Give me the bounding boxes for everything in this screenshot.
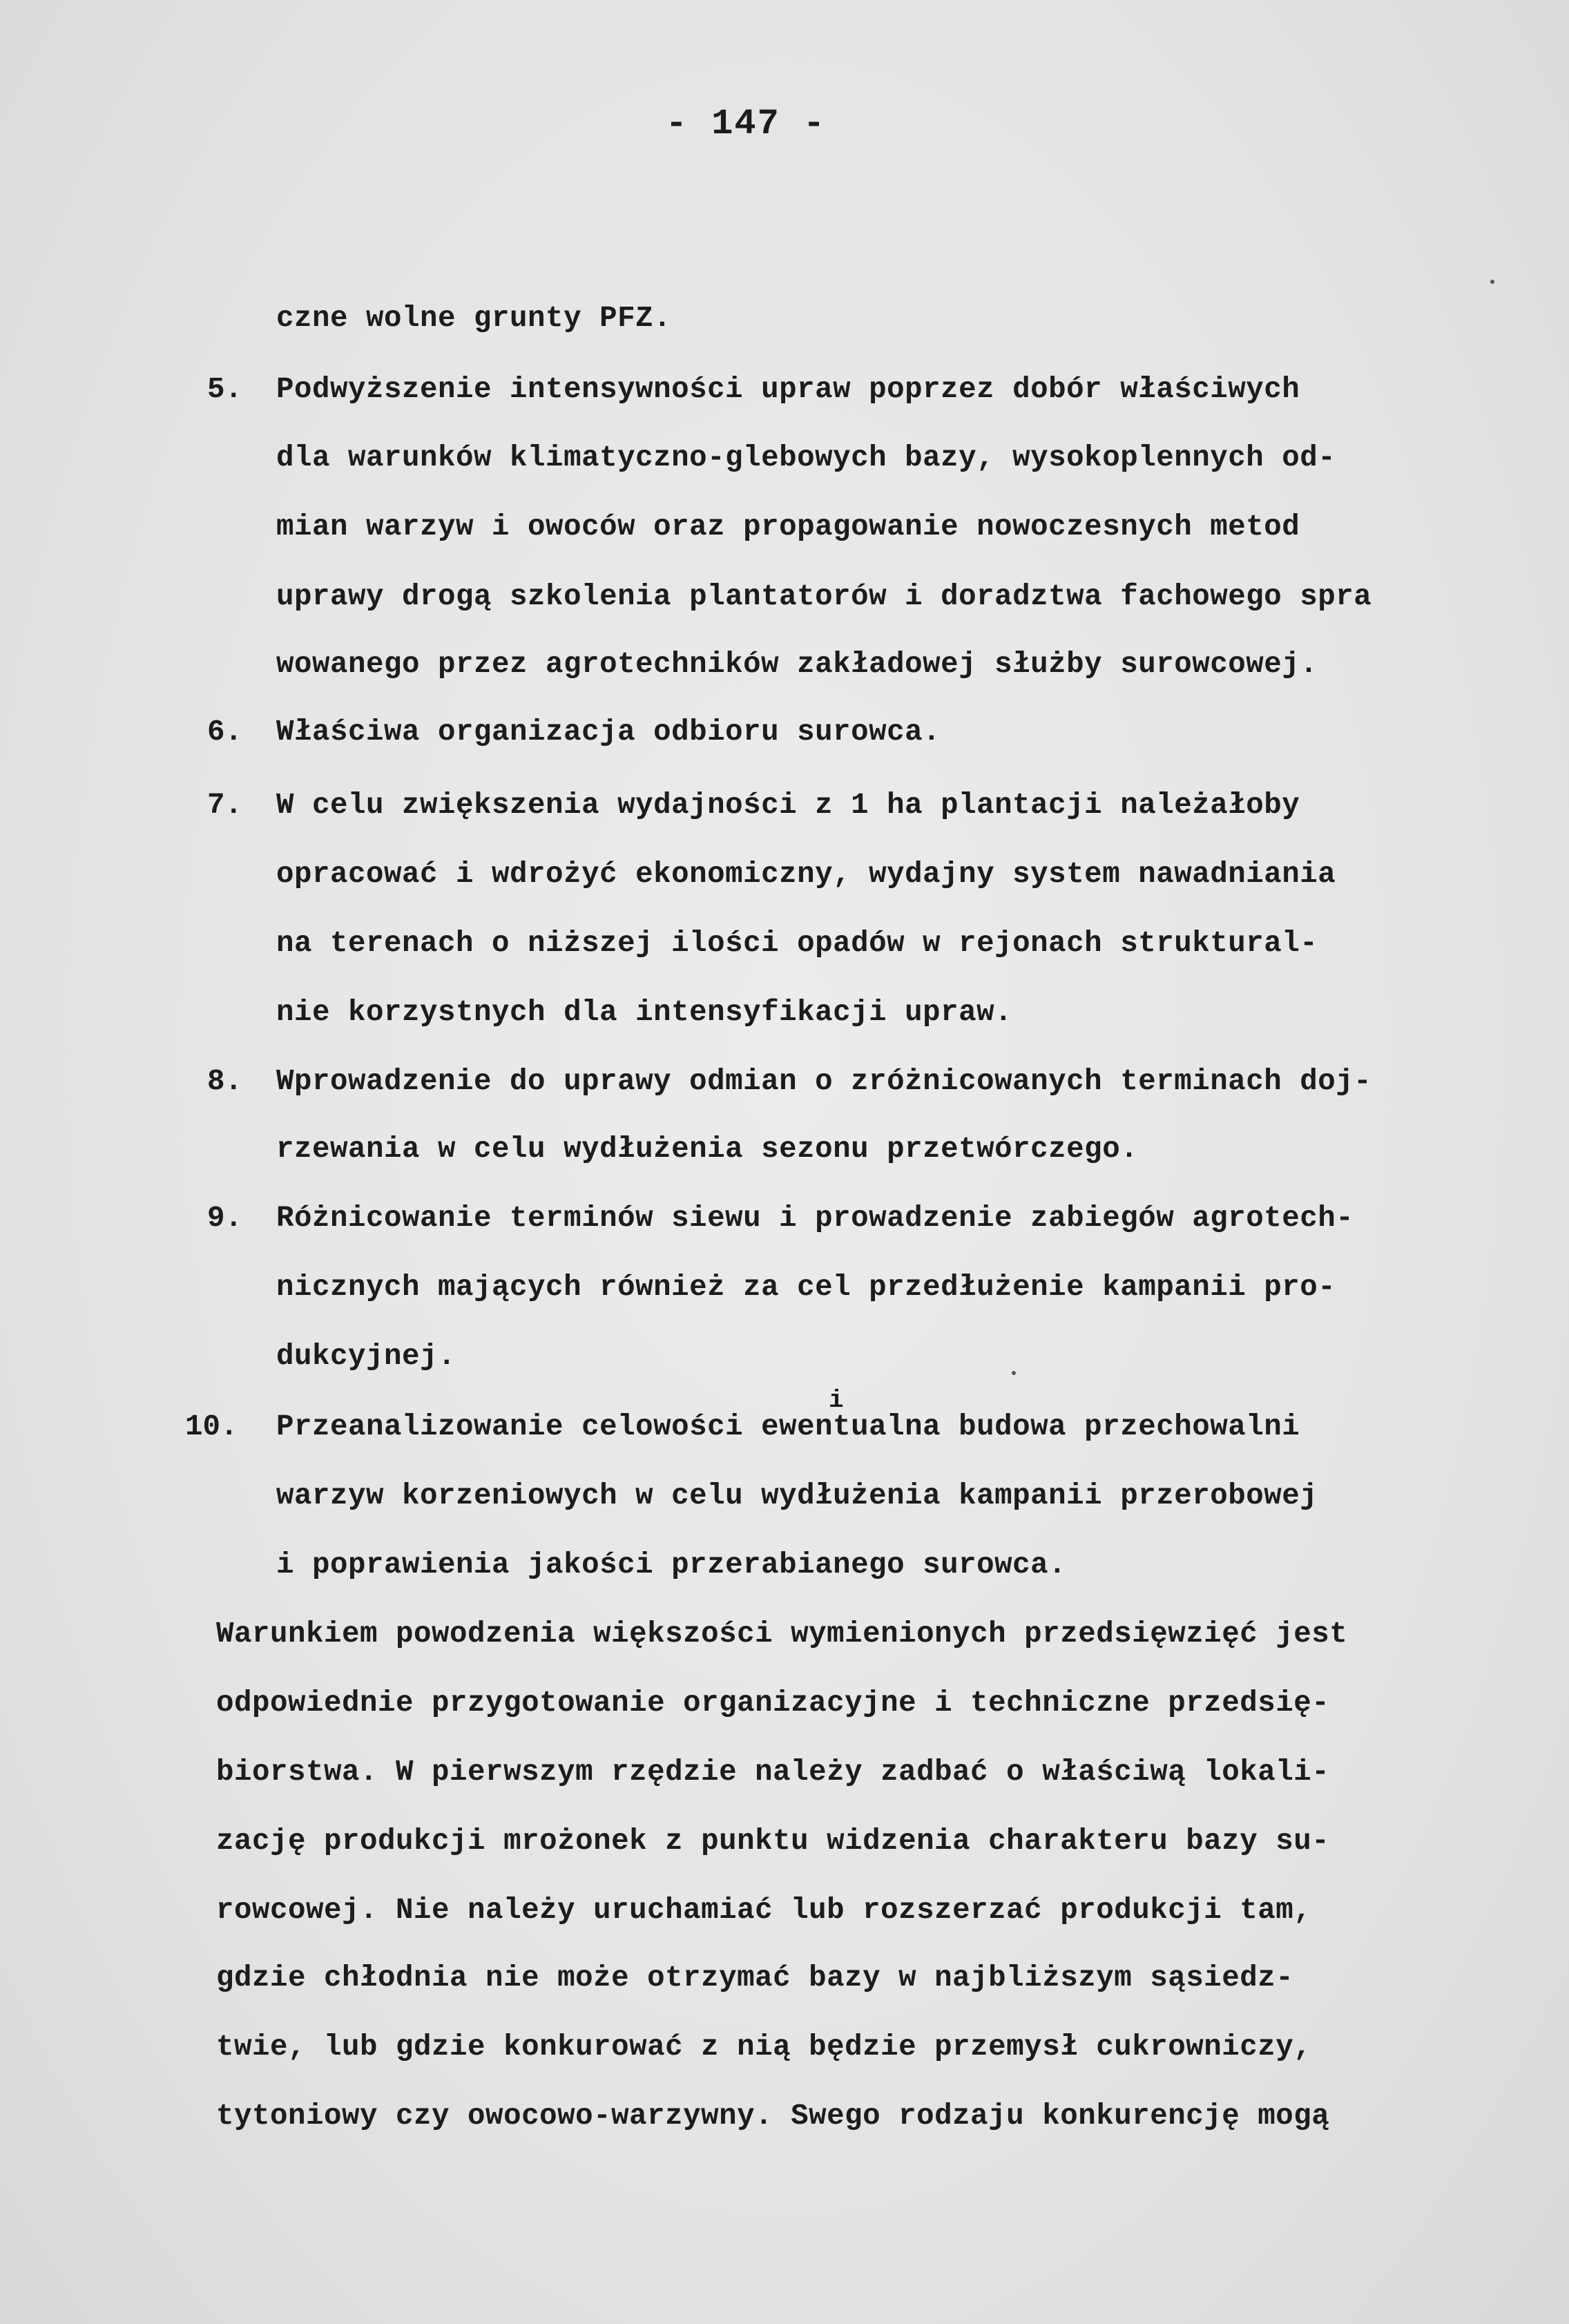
text-line: Wprowadzenie do uprawy odmian o zróżnicowanych terminach doj- xyxy=(276,1065,1372,1098)
text-line: biorstwa. W pierwszym rzędzie należy zadbać o właściwą lokali- xyxy=(216,1756,1330,1789)
item-number-6: 6. xyxy=(207,716,243,749)
text-line: dla warunków klimatyczno-glebowych bazy, wysokoplennych od- xyxy=(276,441,1336,474)
insert-mark: i xyxy=(829,1386,845,1414)
text-line: nie korzystnych dla intensyfikacji upraw. xyxy=(276,996,1013,1029)
text-line: czne wolne grunty PFZ. xyxy=(276,302,672,335)
text-line: Różnicowanie terminów siewu i prowadzenie zabiegów agrotech- xyxy=(276,1202,1354,1235)
text-line: Warunkiem powodzenia większości wymienionych przedsięwzięć jest xyxy=(216,1617,1348,1651)
text-line: warzyw korzeniowych w celu wydłużenia kampanii przerobowej xyxy=(276,1479,1318,1512)
text-line: tytoniowy czy owocowo-warzywny. Swego rodzaju konkurencję mogą xyxy=(216,2100,1330,2133)
text-line: dukcyjnej. xyxy=(276,1340,456,1373)
text-line: nicznych mających również za cel przedłużenie kampanii pro- xyxy=(276,1271,1336,1304)
item-number-7: 7. xyxy=(207,789,243,822)
scan-speck xyxy=(1490,280,1494,284)
text-line: rzewania w celu wydłużenia sezonu przetwórczego. xyxy=(276,1133,1139,1166)
text-line: Właściwa organizacja odbioru surowca. xyxy=(276,716,941,749)
text-line: mian warzyw i owoców oraz propagowanie nowoczesnych metod xyxy=(276,510,1300,544)
scan-speck xyxy=(1012,1371,1016,1375)
text-line: uprawy drogą szkolenia plantatorów i doradztwa fachowego spra xyxy=(276,580,1372,613)
item-number-9: 9. xyxy=(207,1202,243,1235)
text-line: Przeanalizowanie celowości ewentualna budowa przechowalni xyxy=(276,1410,1300,1443)
text-line: twie, lub gdzie konkurować z nią będzie przemysł cukrowniczy, xyxy=(216,2030,1312,2064)
text-line: na terenach o niższej ilości opadów w rejonach struktural- xyxy=(276,927,1318,960)
text-line: zację produkcji mrożonek z punktu widzenia charakteru bazy su- xyxy=(216,1825,1330,1858)
text-line: i poprawienia jakości przerabianego surowca. xyxy=(276,1548,1067,1582)
text-line: wowanego przez agrotechników zakładowej służby surowcowej. xyxy=(276,648,1318,681)
item-number-5: 5. xyxy=(207,373,243,406)
text-line: opracować i wdrożyć ekonomiczny, wydajny system nawadniania xyxy=(276,858,1336,891)
text-line: gdzie chłodnia nie może otrzymać bazy w najbliższym sąsiedz- xyxy=(216,1961,1294,1995)
text-line: rowcowej. Nie należy uruchamiać lub rozszerzać produkcji tam, xyxy=(216,1894,1312,1927)
item-number-8: 8. xyxy=(207,1065,243,1098)
text-line: odpowiednie przygotowanie organizacyjne i techniczne przedsię- xyxy=(216,1687,1330,1720)
page-number: - 147 - xyxy=(665,104,827,144)
text-line: W celu zwiększenia wydajności z 1 ha plantacji należałoby xyxy=(276,789,1300,822)
item-number-10: 10. xyxy=(185,1410,238,1443)
text-line: Podwyższenie intensywności upraw poprzez dobór właściwych xyxy=(276,373,1300,406)
